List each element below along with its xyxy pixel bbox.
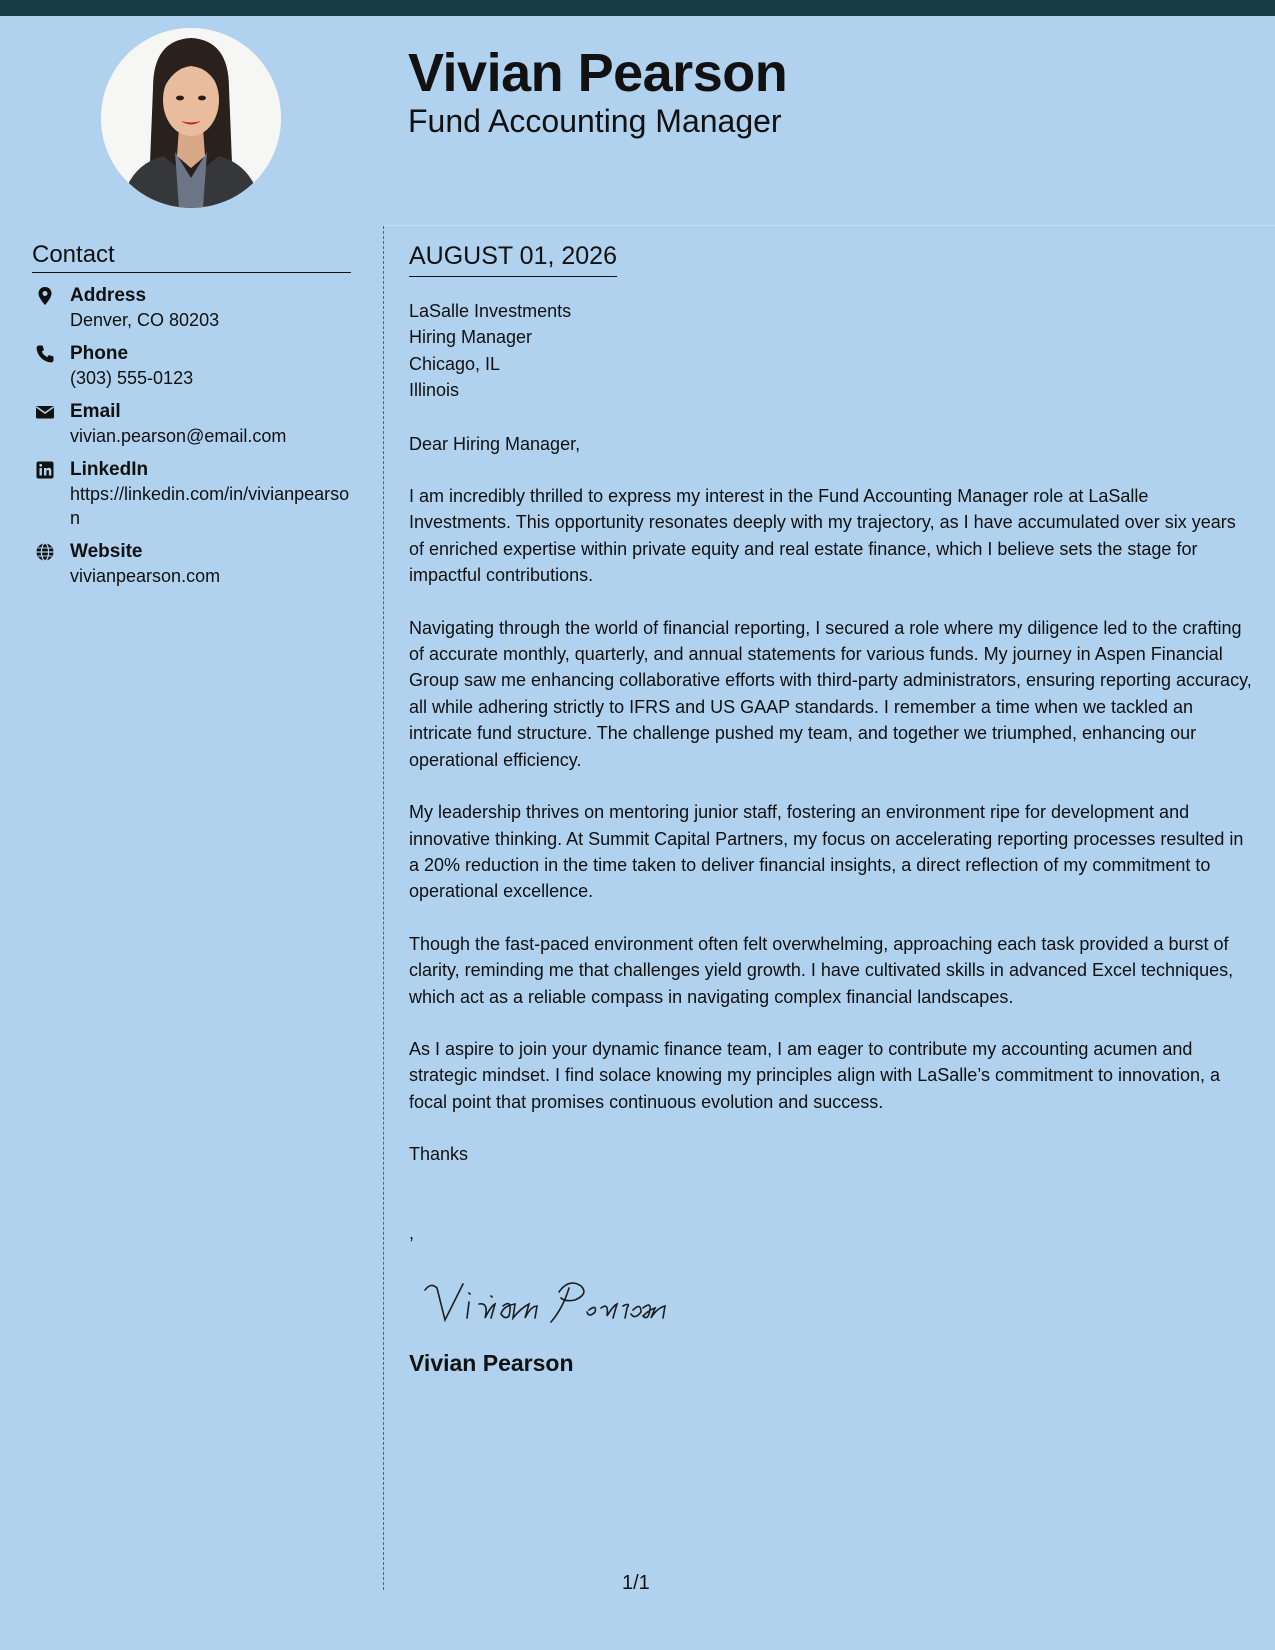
page-number: 1/1 (622, 1572, 650, 1594)
contact-email (32, 399, 351, 448)
contact-label: Website (70, 541, 143, 562)
contact-value: https://linkedin.com/in/vivianpearson (70, 484, 350, 528)
contact-linkedin (32, 457, 351, 530)
recipient-line: Illinois (409, 380, 460, 401)
contact-value: (303) 555-0123 (70, 368, 194, 388)
contact-address (32, 283, 351, 332)
contact-value: vivianpearson.com (70, 566, 221, 586)
body-paragraph: Navigating through the world of financial reporting, I secured a role where my diligence led to the crafting of accurate monthly, quarterly, and annual statements for various funds. My journey in Aspen Financial Group saw me enhancing collaborative efforts with third-party administrators, ensuring reporting accuracy, all while adhering strictly to IFRS and US GAAP standards. I remember a time when we tackled an intricate fund structure. The challenge pushed my team, and together we triumphed, enhancing our operational efficiency. (409, 617, 1252, 770)
contact-label: Address (70, 285, 147, 306)
recipient-line: Chicago, IL (409, 353, 501, 374)
contact-label: Phone (70, 343, 129, 364)
contact-value: vivian.pearson@email.com (70, 426, 287, 446)
body-paragraph: I am incredibly thrilled to express my interest in the Fund Accounting Manager role at LaSalle Investments. This opportunity resonates deeply with my trajectory, as I have accumulated over six years of enriched expertise within private equity and real estate finance, which I believe sets the stage for impactful contributions. (409, 486, 1236, 586)
handwritten-signature (419, 1268, 1254, 1334)
contact-label: Email (70, 401, 121, 422)
letter-body (409, 240, 1254, 1378)
body-paragraph: As I aspire to join your dynamic finance team, I am eager to contribute my accounting acumen and strategic mindset. I find solace knowing my principles align with LaSalle’s commitment to innovation, a focal point that promises continuous evolution and success. (409, 1038, 1221, 1112)
recipient-block (409, 298, 1254, 404)
signed-name: Vivian Pearson (409, 1349, 574, 1376)
closing-comma: , (409, 1222, 415, 1243)
header-divider (385, 225, 1275, 226)
column-divider (383, 226, 384, 1590)
map-pin-icon (32, 283, 70, 332)
body-paragraph: My leadership thrives on mentoring junior staff, fostering an environment ripe for development and innovative thinking. At Summit Capital Partners, my focus on accelerating reporting processes resulted in a 20% reduction in the time taken to deliver financial insights, a direct reflection of my commitment to operational excellence. (409, 802, 1244, 902)
contact-website (32, 539, 351, 588)
recipient-line: Hiring Manager (409, 327, 533, 348)
contact-sidebar (32, 240, 351, 597)
contact-heading: Contact (32, 240, 351, 273)
salutation: Dear Hiring Manager, (409, 433, 581, 454)
letter-date: AUGUST 01, 2026 (409, 240, 617, 277)
closing: Thanks (409, 1144, 469, 1165)
contact-label: LinkedIn (70, 459, 149, 480)
applicant-name: Vivian Pearson (408, 43, 788, 103)
phone-icon (32, 341, 70, 390)
avatar (101, 28, 281, 208)
envelope-icon (32, 399, 70, 448)
linkedin-icon (32, 457, 70, 530)
applicant-title: Fund Accounting Manager (408, 103, 782, 139)
contact-value: Denver, CO 80203 (70, 310, 220, 330)
top-accent-bar (0, 0, 1275, 16)
recipient-line: LaSalle Investments (409, 301, 572, 321)
body-paragraph: Though the fast-paced environment often felt overwhelming, approaching each task provided a burst of clarity, reminding me that challenges yield growth. I have cultivated skills in advanced Excel techniques, which act as a reliable compass in navigating complex financial landscapes. (409, 933, 1234, 1007)
globe-icon (32, 539, 70, 588)
contact-phone (32, 341, 351, 390)
